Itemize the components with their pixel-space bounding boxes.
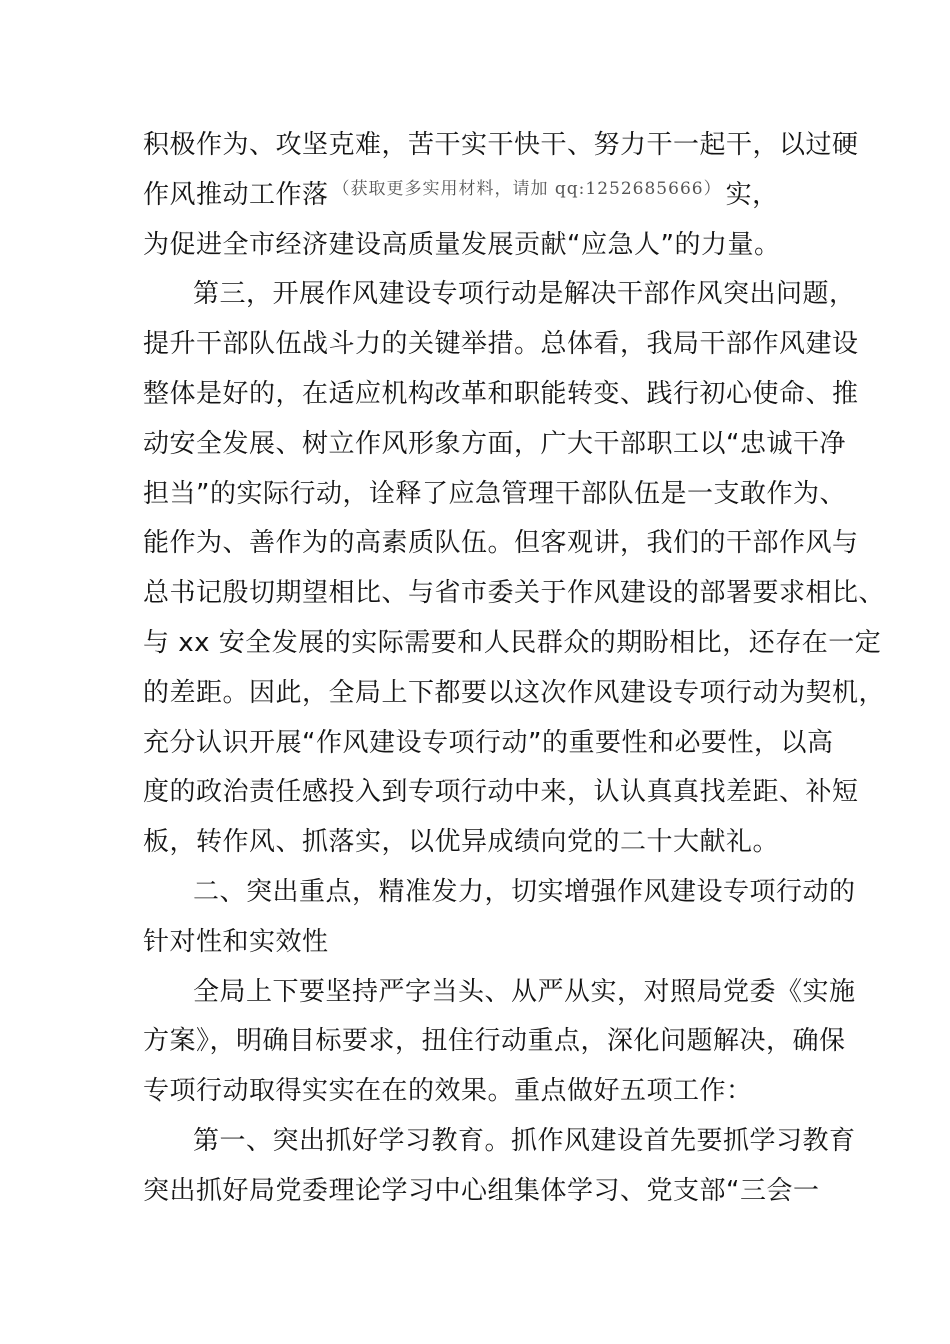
- text-line: 能作为、善作为的高素质队伍。但客观讲，我们的干部作风与: [143, 528, 859, 559]
- text-line: 板，转作风、抓落实，以优异成绩向党的二十大献礼。: [143, 827, 780, 858]
- section-heading: 二、突出重点，精准发力，切实增强作风建设专项行动的: [193, 876, 856, 907]
- text-line: 度的政治责任感投入到专项行动中来，认认真真找差距、补短: [143, 777, 859, 808]
- text-line: 方案》，明确目标要求，扭住行动重点，深化问题解决，确保: [143, 1026, 846, 1057]
- text-line: 专项行动取得实实在在的效果。重点做好五项工作：: [143, 1076, 753, 1107]
- text-line: 积极作为、攻坚克难，苦干实干快干、努力干一起干，以过硬: [143, 130, 859, 160]
- text-line: 与 xx 安全发展的实际需要和人民群众的期盼相比，还存在一定: [143, 627, 882, 658]
- text-line: [143, 171, 843, 221]
- text-line: 总书记殷切期望相比、与省市委关于作风建设的部署要求相比、: [143, 578, 886, 609]
- paragraph-start: 第一、突出抓好学习教育。抓作风建设首先要抓学习教育: [193, 1125, 856, 1156]
- section-heading-cont: 针对性和实效性: [143, 926, 329, 957]
- paragraph-start: 全局上下要坚持严字当头、从严从实，对照局党委《实施: [193, 976, 856, 1007]
- text-line-end: 实，: [725, 179, 779, 210]
- text-line: 充分认识开展“作风建设专项行动”的重要性和必要性，以高: [143, 727, 834, 758]
- text-line: 的差距。因此，全局上下都要以这次作风建设专项行动为契机，: [143, 677, 886, 708]
- text-line: 突出抓好局党委理论学习中心组集体学习、党支部“三会一: [143, 1175, 820, 1206]
- paragraph-start: 第三，开展作风建设专项行动是解决干部作风突出问题，: [193, 279, 856, 310]
- text-line: 为促进全市经济建设高质量发展贡献“应急人”的力量。: [143, 229, 781, 260]
- text-line: 动安全发展、树立作风形象方面，广大干部职工以“忠诚干净: [143, 428, 846, 459]
- text-line: 整体是好的，在适应机构改革和职能转变、践行初心使命、推: [143, 378, 859, 409]
- document-body: [143, 121, 886, 1217]
- text-line: 担当”的实际行动，诠释了应急管理干部队伍是一支敢作为、: [143, 478, 846, 509]
- text-line: 提升干部队伍战斗力的关键举措。总体看，我局干部作风建设: [143, 329, 859, 360]
- inline-note: （获取更多实用材料，请加 qq:1252685666）: [332, 178, 722, 199]
- text-line-start: 作风推动工作落: [143, 179, 329, 210]
